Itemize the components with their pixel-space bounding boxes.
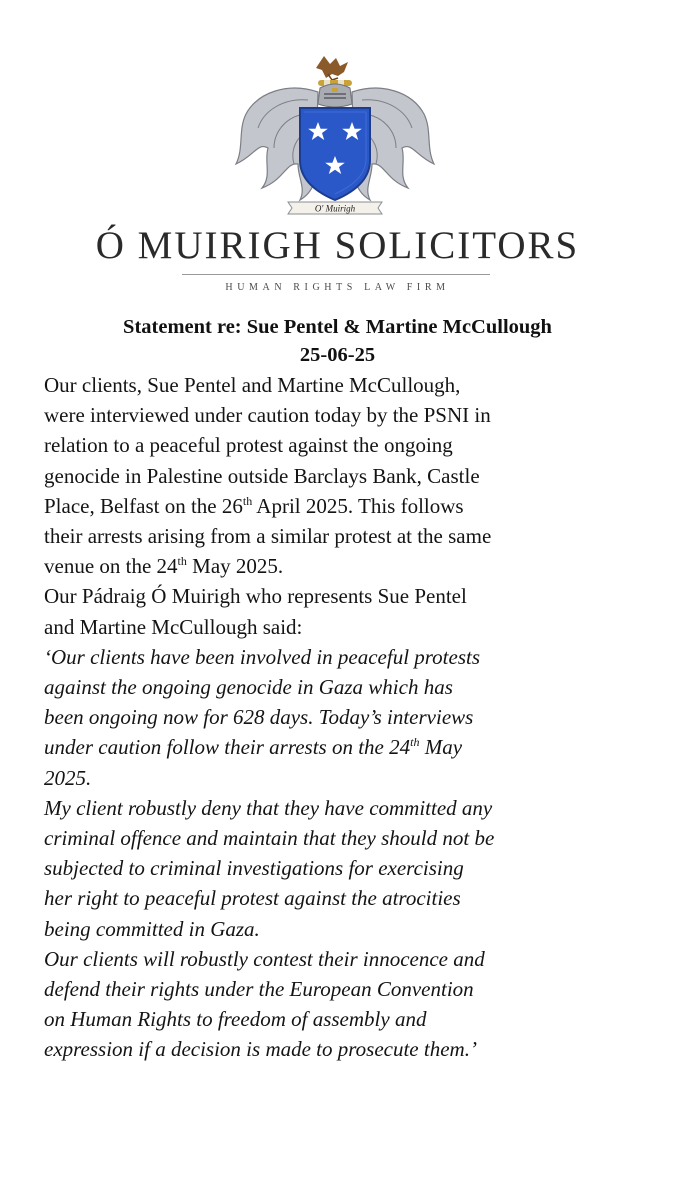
quote-line: criminal offence and maintain that they should not be xyxy=(44,826,495,851)
quote-line: been ongoing now for 628 days. Today’s interviews xyxy=(44,705,474,730)
body-text: venue on the 24 xyxy=(44,554,178,579)
quote-line: against the ongoing genocide in Gaza which has xyxy=(44,675,453,700)
crest-motto-text: O' Muirigh xyxy=(314,203,356,214)
ordinal-suffix: th xyxy=(177,554,187,569)
body-line: and Martine McCullough said: xyxy=(44,614,303,639)
body-text: May 2025. xyxy=(186,554,284,579)
divider xyxy=(182,274,490,275)
quote-text: under caution follow their arrests on the 24 xyxy=(44,735,411,760)
body-line: their arrests arising from a similar protest at the same xyxy=(44,524,492,549)
statement-date: 25-06-25 xyxy=(299,344,376,366)
helmet-icon xyxy=(318,84,352,107)
body-line xyxy=(44,491,664,521)
quote-line: being committed in Gaza. xyxy=(44,916,260,941)
quote-line: 2025. xyxy=(44,765,92,790)
body-line: were interviewed under caution today by the PSNI in xyxy=(44,403,491,428)
statement-title: Statement re: Sue Pentel & Martine McCullough xyxy=(123,316,552,338)
quote-line: Our clients will robustly contest their innocence and xyxy=(44,946,485,971)
body-line: genocide in Palestine outside Barclays Bank, Castle xyxy=(44,463,480,488)
statement-body xyxy=(44,370,664,1065)
body-line: relation to a peaceful protest against the ongoing xyxy=(44,433,453,458)
body-text: Place, Belfast on the 26 xyxy=(44,493,243,518)
firm-tagline: HUMAN RIGHTS LAW FIRM xyxy=(225,282,450,293)
body-line: Our Pádraig Ó Muirigh who represents Sue Pentel xyxy=(44,584,467,609)
family-crest-logo xyxy=(228,52,440,222)
ordinal-suffix: th xyxy=(242,493,253,508)
quote-line: subjected to criminal investigations for exercising xyxy=(44,856,464,881)
dragon-icon xyxy=(316,56,348,80)
quote-line: on Human Rights to freedom of assembly and xyxy=(44,1007,427,1032)
ordinal-suffix: th xyxy=(410,735,420,750)
quote-line: defend their rights under the European Convention xyxy=(44,977,474,1002)
motto-scroll xyxy=(288,202,382,214)
body-line xyxy=(44,551,664,581)
body-text: April 2025. This follows xyxy=(252,493,464,518)
quote-line: expression if a decision is made to prosecute them.’ xyxy=(44,1037,477,1062)
quote-line xyxy=(44,732,664,762)
quote-line: her right to peaceful protest against the atrocities xyxy=(44,886,461,911)
quote-line: ‘Our clients have been involved in peaceful protests xyxy=(44,644,481,669)
quote-line: My client robustly deny that they have committed any xyxy=(44,795,493,820)
firm-name: Ó MUIRIGH SOLICITORS xyxy=(95,224,580,267)
body-line: Our clients, Sue Pentel and Martine McCullough, xyxy=(44,373,461,397)
quote-text: May xyxy=(419,735,463,760)
